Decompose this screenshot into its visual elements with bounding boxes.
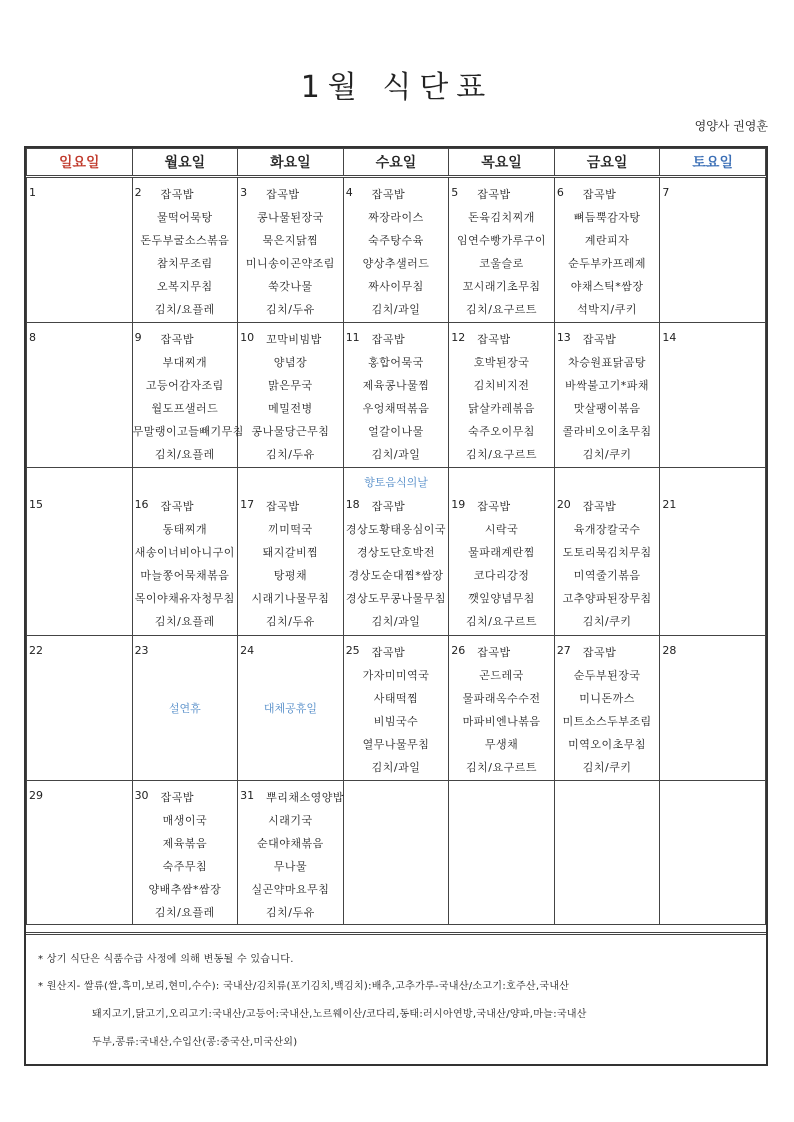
menu-item: 숙주오이무침 (468, 425, 535, 438)
menu-item: 잡곡밥 (371, 500, 406, 513)
menu-item: 김치/요플레 (154, 906, 215, 919)
menu-item: 뼈듬뿍감자탕 (573, 211, 641, 224)
day-number: 28 (662, 644, 677, 657)
menu-item: 김치/두유 (266, 448, 315, 461)
day-number: 14 (662, 331, 677, 344)
menu-item: 부대찌개 (162, 356, 208, 369)
menu-item: 김치/요구르트 (466, 448, 538, 461)
menu-item: 돈육김치찌개 (468, 211, 535, 224)
menu-item: 잡곡밥 (160, 500, 194, 513)
menu-item: 바싹불고기*파채 (565, 379, 650, 392)
author-label: 영양사 권영훈 (694, 119, 768, 133)
menu-item: 물파래계란찜 (468, 546, 535, 559)
menu-item: 마늘쫑어묵채볶음 (140, 569, 230, 582)
menu-item: 잡곡밥 (477, 333, 511, 346)
day-number: 26 (451, 644, 466, 657)
day-number: 21 (662, 498, 677, 511)
week-row (27, 323, 766, 468)
menu-item: 끼미떡국 (268, 523, 313, 536)
day-cell (27, 636, 133, 781)
menu-item: 김치/과일 (371, 448, 421, 461)
day-number: 30 (134, 789, 149, 802)
menu-item: 콜라비오이초무침 (562, 425, 652, 438)
day-number: 9 (134, 331, 142, 344)
menu-item: 잡곡밥 (477, 188, 511, 201)
day-number: 10 (240, 331, 255, 344)
menu-item: 잡곡밥 (160, 188, 194, 201)
menu-item: 김치/쿠키 (582, 615, 632, 628)
menu-item: 미역오이초무침 (568, 738, 647, 751)
menu-item: 잡곡밥 (160, 791, 194, 804)
menu-item: 고등어감자조림 (145, 379, 224, 392)
day-number: 31 (240, 789, 255, 802)
day-cell (660, 323, 766, 468)
menu-item: 김치/과일 (371, 615, 421, 628)
day-cell (343, 468, 449, 636)
menu-item: 월도프샐러드 (151, 402, 219, 415)
day-cell (132, 781, 238, 925)
menu-item: 숙주탕수육 (368, 234, 424, 247)
menu-item: 시래기나물무침 (251, 592, 330, 605)
menu-item: 코다리강정 (473, 569, 530, 582)
menu-item: 얼갈이나물 (368, 425, 424, 438)
day-cell (660, 177, 766, 323)
menu-item: 순대야채볶음 (257, 837, 324, 850)
day-number: 5 (451, 186, 459, 199)
menu-item: 김치/두유 (266, 615, 315, 628)
day-cell (660, 636, 766, 781)
day-cell (27, 781, 133, 925)
weekday-header: 화요일 (238, 149, 344, 177)
day-cell (132, 177, 238, 323)
menu-item: 매생이국 (162, 814, 208, 827)
menu-item: 물떡어묵탕 (157, 211, 213, 224)
menu-item: 잡곡밥 (266, 500, 300, 513)
menu-item: 미역줄기볶음 (573, 569, 641, 582)
day-number: 7 (662, 186, 670, 199)
menu-frame (24, 146, 768, 1066)
menu-item: 숙주무침 (162, 860, 208, 873)
holiday-label: 대체공휴일 (263, 702, 317, 715)
day-number: 17 (240, 498, 255, 511)
menu-item: 잡곡밥 (266, 188, 300, 201)
day-number: 13 (556, 331, 571, 344)
menu-item: 경상도단호박전 (357, 546, 435, 559)
menu-item: 호박된장국 (473, 356, 530, 369)
menu-item: 양상추샐러드 (362, 257, 430, 270)
day-number: 23 (134, 644, 149, 657)
week-row (27, 468, 766, 636)
menu-item: 맛살팽이볶음 (573, 402, 641, 415)
menu-item: 미트소스두부조림 (562, 715, 652, 728)
day-cell (27, 177, 133, 323)
menu-item: 닭살카레볶음 (468, 402, 535, 415)
menu-item: 홍합어묵국 (368, 356, 424, 369)
weekday-header: 목요일 (449, 149, 555, 177)
day-cell (343, 636, 449, 781)
day-cell (449, 781, 555, 925)
menu-item: 시락국 (484, 523, 519, 536)
menu-item: 시래기국 (268, 814, 313, 827)
day-cell (238, 781, 344, 925)
day-number: 15 (29, 498, 43, 511)
special-day-label: 향토음식의날 (364, 476, 428, 489)
menu-item: 묵은지닭찜 (262, 234, 319, 247)
menu-item: 물파래옥수수전 (462, 692, 541, 705)
footnote: * 상기 식단은 식품수급 사정에 의해 변동될 수 있습니다. (38, 954, 294, 965)
day-number: 3 (240, 186, 248, 199)
menu-item: 김치/쿠키 (582, 448, 632, 461)
day-cell (343, 323, 449, 468)
week-row (27, 177, 766, 323)
menu-item: 잡곡밥 (160, 333, 194, 346)
footnote: 돼지고기,닭고기,오리고기:국내산/고등어:국내산,노르웨이산/코다리,동태:러시아연방,국내산/양파,마늘:국내산 (92, 1009, 587, 1020)
day-number: 6 (556, 186, 564, 199)
menu-item: 잡곡밥 (371, 333, 406, 346)
day-cell (554, 177, 660, 323)
menu-item: 김치/요플레 (154, 615, 215, 628)
menu-item: 돼지갈비찜 (262, 546, 319, 559)
menu-item: 잡곡밥 (582, 188, 617, 201)
menu-item: 김치/요플레 (154, 448, 215, 461)
menu-item: 육개장칼국수 (573, 523, 641, 536)
day-cell (132, 468, 238, 636)
menu-item: 무생채 (484, 738, 519, 751)
menu-item: 차승원표닭곰탕 (568, 356, 647, 369)
day-cell (449, 323, 555, 468)
menu-item: 잡곡밥 (582, 646, 617, 659)
weekday-header: 수요일 (343, 149, 449, 177)
day-cell (238, 177, 344, 323)
weekday-header: 일요일 (27, 149, 133, 177)
menu-item: 양배추쌈*쌈장 (148, 883, 222, 896)
menu-item: 짜장라이스 (368, 211, 424, 224)
menu-item: 마파비엔나볶음 (462, 715, 541, 728)
day-cell (238, 468, 344, 636)
menu-item: 짜사이무침 (368, 280, 424, 293)
day-number: 29 (29, 789, 43, 802)
menu-item: 순두부된장국 (573, 669, 641, 682)
menu-item: 김치/과일 (371, 761, 421, 774)
menu-item: 꼬시래기초무침 (462, 280, 541, 293)
menu-item: 목이야채유자청무침 (134, 592, 235, 605)
menu-item: 김치/쿠키 (582, 761, 632, 774)
menu-item: 김치/요구르트 (466, 615, 538, 628)
menu-item: 임연수빵가루구이 (457, 234, 547, 247)
footnote: 두부,콩류:국내산,수입산(콩:중국산,미국산외) (92, 1037, 298, 1048)
day-cell (343, 781, 449, 925)
menu-item: 참치무조림 (157, 257, 213, 270)
menu-item: 잡곡밥 (371, 188, 406, 201)
menu-item: 고추양파된장무침 (562, 592, 652, 605)
menu-item: 사태떡찜 (373, 692, 419, 705)
menu-item: 새송이너비아니구이 (134, 546, 235, 559)
menu-item: 동태찌개 (162, 523, 208, 536)
page-title: 1월 식단표 (300, 70, 494, 105)
menu-item: 잡곡밥 (477, 646, 511, 659)
menu-item: 경상도순대찜*쌈장 (348, 569, 444, 582)
day-cell (660, 781, 766, 925)
day-number: 2 (134, 186, 142, 199)
menu-item: 잡곡밥 (582, 500, 617, 513)
weekday-header-row (27, 149, 766, 177)
menu-item: 김치/두유 (266, 303, 315, 316)
day-cell (27, 468, 133, 636)
menu-item: 제육콩나물찜 (362, 379, 430, 392)
day-cell (660, 468, 766, 636)
day-number: 25 (345, 644, 360, 657)
menu-item: 김치/요구르트 (466, 303, 538, 316)
menu-item: 쑥갓나물 (268, 280, 313, 293)
footnote: * 원산지- 쌀류(쌀,흑미,보리,현미,수수): 국내산/김치류(포기김치,백김치):배추,고추가루-국내산/소고기:호주산,국내산 (38, 981, 570, 992)
menu-item: 김치/과일 (371, 303, 421, 316)
weekday-header: 월요일 (132, 149, 238, 177)
menu-item: 무나물 (273, 860, 308, 873)
footnotes (26, 932, 766, 1069)
day-number: 8 (29, 331, 36, 344)
day-number: 16 (134, 498, 149, 511)
menu-item: 제육볶음 (162, 837, 208, 850)
menu-item: 경상도무콩나물무침 (345, 592, 447, 605)
day-cell (27, 323, 133, 468)
menu-item: 양념장 (273, 356, 308, 369)
menu-item: 실곤약마요무침 (251, 883, 330, 896)
menu-item: 돈두부굴소스볶음 (140, 234, 230, 247)
menu-item: 잡곡밥 (582, 333, 617, 346)
menu-item: 김치/요플레 (154, 303, 215, 316)
menu-item: 김치/요구르트 (466, 761, 538, 774)
menu-item: 뿌리채소영양밥 (266, 791, 345, 804)
menu-item: 깻잎양념무침 (468, 592, 535, 605)
day-number: 19 (451, 498, 466, 511)
day-number: 24 (240, 644, 255, 657)
menu-item: 순두부카프레제 (568, 257, 647, 270)
menu-item: 가자미미역국 (362, 669, 430, 682)
day-cell (449, 177, 555, 323)
menu-item: 도토리묵김치무침 (562, 546, 652, 559)
menu-item: 꼬막비빔밥 (266, 333, 322, 346)
menu-item: 맑은무국 (268, 379, 313, 392)
menu-item: 미니돈까스 (579, 692, 635, 705)
menu-calendar (26, 148, 766, 925)
menu-item: 석박지/쿠키 (577, 303, 638, 316)
menu-item: 잡곡밥 (477, 500, 511, 513)
menu-item: 계란피자 (584, 234, 630, 247)
week-row (27, 781, 766, 925)
menu-item: 콩나물된장국 (257, 211, 324, 224)
day-cell (343, 177, 449, 323)
holiday-label: 설연휴 (168, 702, 201, 715)
weekday-header: 토요일 (660, 149, 766, 177)
weekday-header: 금요일 (554, 149, 660, 177)
day-number: 12 (451, 331, 466, 344)
day-cell (449, 468, 555, 636)
menu-item: 메밀전병 (268, 402, 313, 415)
day-cell (554, 323, 660, 468)
day-cell (554, 781, 660, 925)
day-cell (132, 323, 244, 468)
menu-item: 김치비지전 (473, 379, 530, 392)
day-cell (132, 636, 238, 781)
menu-item: 탕평채 (273, 569, 308, 582)
day-cell (449, 636, 555, 781)
day-number: 4 (345, 186, 353, 199)
menu-item: 야채스틱*쌈장 (570, 280, 644, 293)
day-number: 27 (556, 644, 571, 657)
menu-item: 김치/두유 (266, 906, 315, 919)
menu-item: 무말랭이고들빼기무침 (132, 425, 244, 438)
day-cell (554, 468, 660, 636)
menu-item: 우엉채떡볶음 (362, 402, 430, 415)
day-number: 11 (345, 331, 360, 344)
day-number: 20 (556, 498, 571, 511)
day-cell (238, 323, 344, 468)
menu-item: 코울슬로 (479, 257, 524, 270)
week-row (27, 636, 766, 781)
menu-item: 비빔국수 (373, 715, 419, 728)
menu-item: 미니송이곤약조림 (245, 257, 335, 270)
menu-item: 경상도황태옹심이국 (345, 523, 447, 536)
day-number: 22 (29, 644, 43, 657)
day-cell (554, 636, 660, 781)
menu-item: 열무나물무침 (362, 738, 430, 751)
day-cell (238, 636, 344, 781)
menu-item: 잡곡밥 (371, 646, 406, 659)
menu-item: 콩나물당근무침 (251, 425, 330, 438)
day-number: 18 (345, 498, 360, 511)
menu-item: 곤드레국 (479, 669, 524, 682)
day-number: 1 (29, 186, 36, 199)
menu-item: 오복지무침 (157, 280, 213, 293)
